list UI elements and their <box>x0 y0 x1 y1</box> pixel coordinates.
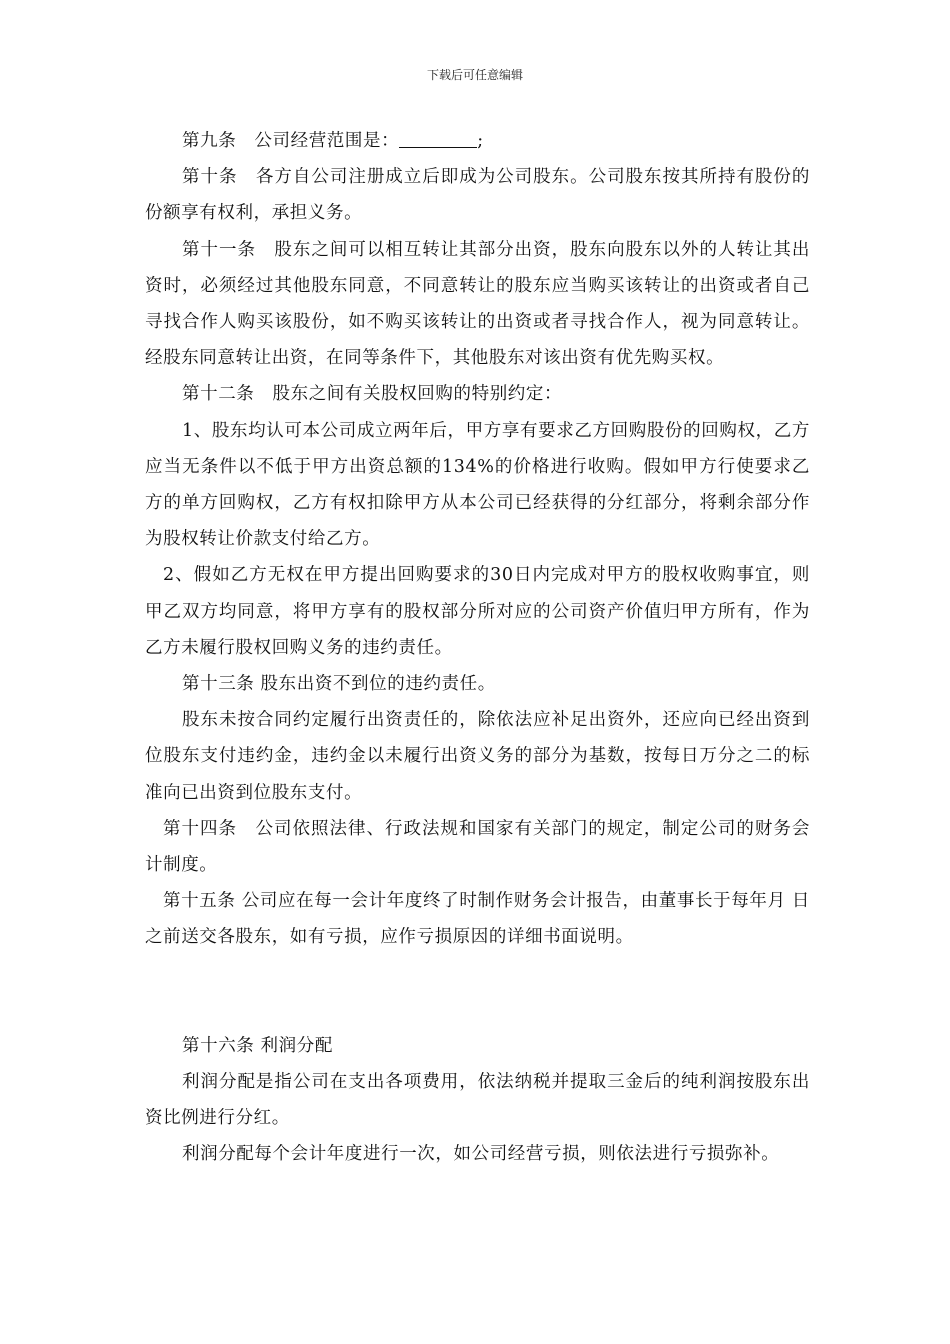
article-9-label: 第九条 <box>182 131 237 151</box>
spacer <box>145 956 810 1028</box>
article-15: 第十五条 公司应在每一会计年度终了时制作财务会计报告，由董事长于每年月 日之前送交各股东，如有亏损，应作亏损原因的详细书面说明。 <box>145 891 810 948</box>
article-10: 第十条 各方自公司注册成立后即成为公司股东。公司股东按其所持有股份的份额享有权利，承担义务。 <box>145 167 810 224</box>
article-12-item-1: 1、股东均认可本公司成立两年后，甲方享有要求乙方回购股份的回购权，乙方应当无条件以不低于甲方出资总额的134%的价格进行收购。假如甲方行使要求乙方的单方回购权，乙方有权扣除甲方从本公司已经获得的分红部分，将剩余部分作为股权转让价款支付给乙方。 <box>145 420 810 550</box>
article-16-p2: 利润分配每个会计年度进行一次，如公司经营亏损，则依法进行亏损弥补。 <box>182 1144 780 1165</box>
article-9-text: 公司经营范围是： <box>254 131 400 151</box>
article-13-title: 第十三条 股东出资不到位的违约责任。 <box>182 674 496 695</box>
article-11: 第十一条 股东之间可以相互转让其部分出资，股东向股东以外的人转让其出资时，必须经过其他股东同意，不同意转让的股东应当购买该转让的出资或者自己寻找合作人购买该股份，如不购买该转让的出资或者寻找合作人，视为同意转让。经股东同意转让出资，在同等条件下，其他股东对该出资有优先购买权。 <box>145 239 810 369</box>
fill-in-blank <box>399 127 477 148</box>
article-12-title: 第十二条 股东之间有关股权回购的特别约定： <box>182 384 563 405</box>
article-13-text: 股东未按合同约定履行出资责任的，除依法应补足出资外，还应向已经出资到位股东支付违约金，违约金以未履行出资义务的部分为基数，按每日万分之二的标准向已出资到位股东支付。 <box>145 710 810 803</box>
document-body <box>145 123 810 1172</box>
article-9 <box>145 123 810 159</box>
article-12-item-2: 2、假如乙方无权在甲方提出回购要求的30日内完成对甲方的股权收购事宜，则甲乙双方均同意，将甲方享有的股权部分所对应的公司资产价值归甲方所有，作为乙方未履行股权回购义务的违约责任。 <box>145 565 810 658</box>
page-header: 下载后可任意编辑 <box>426 68 523 82</box>
article-16-p1: 利润分配是指公司在支出各项费用，依法纳税并提取三金后的纯利润按股东出资比例进行分红。 <box>145 1071 810 1129</box>
article-14: 第十四条 公司依照法律、行政法规和国家有关部门的规定，制定公司的财务会计制度。 <box>145 818 810 876</box>
article-16-title: 第十六条 利润分配 <box>182 1035 333 1056</box>
article-9-suffix: ; <box>477 131 484 151</box>
